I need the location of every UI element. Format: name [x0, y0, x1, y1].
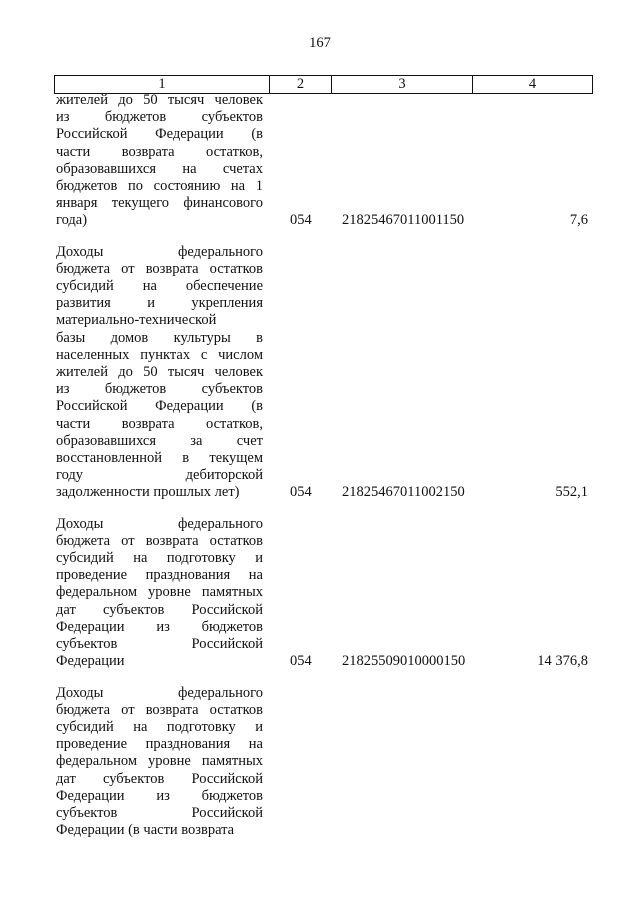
description-line: бюджета от возврата остатков: [56, 260, 263, 277]
amount: 552,1: [555, 484, 588, 501]
description-line: Российской Федерации (в: [56, 126, 263, 143]
description-line: бюджета от возврата остатков: [56, 701, 263, 718]
column-header-2: 2: [270, 76, 332, 94]
column-header-4: 4: [473, 76, 593, 94]
column-header-3: 3: [332, 76, 473, 94]
description-line: бюджета от возврата остатков: [56, 532, 263, 549]
table-row: [54, 244, 588, 502]
kbk-code: 21825509010000150: [342, 653, 466, 670]
description-line: бюджетов по состоянию на 1: [56, 178, 263, 195]
admin-code: 054: [290, 212, 312, 229]
column-header-row: [55, 76, 593, 94]
description-line: субсидий на подготовку и: [56, 718, 263, 735]
description-line: Федерации: [56, 653, 125, 670]
description-line: задолженности прошлых лет): [56, 484, 240, 501]
admin-code: 054: [290, 484, 312, 501]
amount: 7,6: [569, 212, 588, 229]
description-line: Федерации из бюджетов: [56, 787, 263, 804]
description-line: из бюджетов субъектов: [56, 109, 263, 126]
description-line: населенных пунктах с числом: [56, 346, 263, 363]
description-line: образовавшихся на счетах: [56, 160, 263, 177]
description-line: Доходы федерального: [56, 684, 263, 701]
description-line: субсидий на подготовку и: [56, 550, 263, 567]
description-line: материально-технической: [56, 312, 217, 329]
description-line: восстановленной в текущем: [56, 450, 263, 467]
row-description: [54, 92, 263, 230]
description-line: дат субъектов Российской: [56, 601, 263, 618]
description-line: дат субъектов Российской: [56, 770, 263, 787]
description-line: января текущего финансового: [56, 195, 263, 212]
description-line: проведение празднования на: [56, 736, 263, 753]
row-description: [54, 685, 263, 840]
description-line: году дебиторской: [56, 467, 263, 484]
description-line: жителей до 50 тысяч человек: [56, 92, 263, 108]
description-line: жителей до 50 тысяч человек: [56, 364, 263, 381]
description-line: части возврата остатков,: [56, 143, 263, 160]
kbk-code: 21825467011001150: [342, 212, 465, 229]
admin-code: 054: [290, 653, 312, 670]
description-line: субъектов Российской: [56, 804, 263, 821]
kbk-code: 21825467011002150: [342, 484, 465, 501]
description-line: Российской Федерации (в: [56, 398, 263, 415]
table-body: [54, 92, 588, 853]
description-line: базы домов культуры в: [56, 329, 263, 346]
row-description: [54, 516, 263, 671]
amount: 14 376,8: [537, 653, 588, 670]
description-line: федеральном уровне памятных: [56, 584, 263, 601]
description-line: года): [56, 212, 88, 229]
description-line: из бюджетов субъектов: [56, 381, 263, 398]
description-line: Федерации из бюджетов: [56, 618, 263, 635]
description-line: субъектов Российской: [56, 636, 263, 653]
row-description: [54, 244, 263, 502]
description-line: образовавшихся за счет: [56, 432, 263, 449]
table-row: [54, 92, 588, 230]
description-line: субсидий на обеспечение: [56, 278, 263, 295]
column-header-1: 1: [55, 76, 270, 94]
description-line: проведение празднования на: [56, 567, 263, 584]
description-line: развития и укрепления: [56, 295, 263, 312]
description-line: федеральном уровне памятных: [56, 753, 263, 770]
description-line: Доходы федерального: [56, 243, 263, 260]
description-line: части возврата остатков,: [56, 415, 263, 432]
table-row: [54, 516, 588, 671]
description-line: Федерации (в части возврата: [56, 822, 235, 839]
description-line: Доходы федерального: [56, 515, 263, 532]
page-number: 167: [309, 35, 331, 51]
table-row: [54, 685, 588, 840]
